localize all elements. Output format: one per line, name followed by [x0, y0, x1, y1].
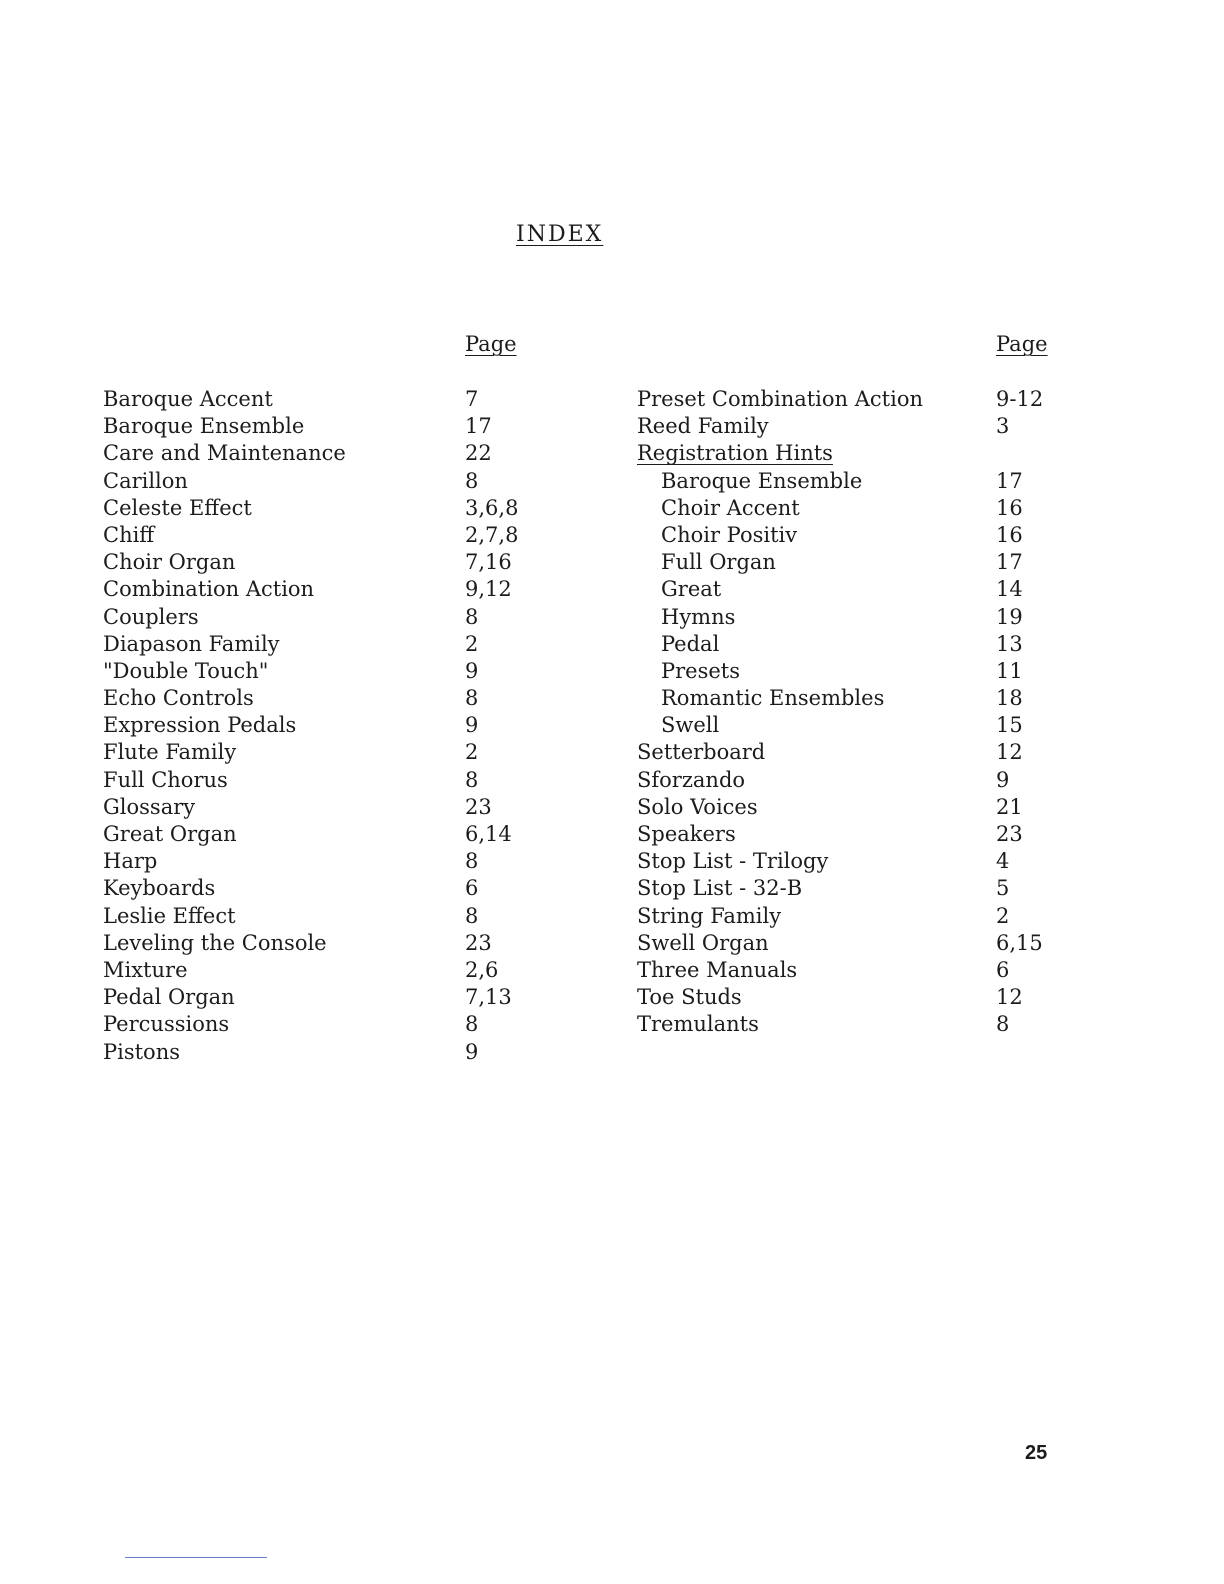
entry-name: Swell [661, 713, 720, 738]
index-entry [103, 930, 543, 957]
index-entry [103, 712, 543, 739]
entry-name: Glossary [103, 794, 196, 819]
index-entry [637, 440, 1057, 467]
entry-name: Chiff [103, 522, 155, 547]
entry-name: String Family [637, 903, 782, 928]
entry-page: 9 [465, 1039, 479, 1064]
entry-page: 21 [996, 794, 1023, 819]
index-entry [103, 549, 543, 576]
entry-page: 8 [465, 849, 479, 874]
entry-page: 19 [996, 604, 1023, 629]
entry-name: Choir Positiv [661, 522, 798, 547]
entry-name: Speakers [637, 822, 736, 846]
entry-page: 2 [996, 903, 1010, 928]
entry-page: 16 [996, 495, 1023, 520]
entry-page: 4 [996, 849, 1010, 874]
entry-name: Leveling the Console [103, 930, 327, 955]
index-title: INDEX [516, 222, 604, 247]
entry-name: Diapason Family [103, 631, 280, 656]
entry-name: "Double Touch" [103, 658, 269, 683]
index-subentry [637, 712, 1057, 739]
entry-name: Choir Organ [103, 550, 236, 575]
index-entry [103, 440, 543, 467]
entry-page: 8 [465, 1012, 479, 1037]
entry-name: Baroque Ensemble [103, 414, 305, 439]
page-number: 25 [1025, 1442, 1048, 1464]
entry-name: Full Chorus [103, 767, 228, 792]
entry-page: 7 [465, 387, 479, 411]
entry-page: 8 [465, 903, 479, 928]
entry-name: Choir Accent [661, 495, 800, 520]
entry-name: Couplers [103, 604, 199, 629]
entry-page: 7,16 [465, 550, 512, 575]
entry-name: Percussions [103, 1012, 230, 1037]
index-entry [103, 658, 543, 685]
index-entry [637, 794, 1057, 821]
entry-page [996, 440, 1057, 467]
registration-hints-heading: Registration Hints [637, 441, 833, 466]
entry-page: 18 [996, 686, 1023, 711]
entry-page: 3,6,8 [465, 495, 519, 520]
index-entry [103, 576, 543, 603]
index-entry [637, 1011, 1057, 1038]
index-entry [103, 495, 543, 522]
index-entry [103, 604, 543, 631]
index-entry [103, 957, 543, 984]
entry-page: 13 [996, 631, 1023, 656]
index-entry [103, 875, 543, 902]
entry-page: 9,12 [465, 577, 512, 602]
index-subentry [637, 549, 1057, 576]
entry-page: 9 [465, 658, 479, 683]
index-entry [103, 468, 543, 495]
entry-page: 14 [996, 577, 1023, 602]
entry-page: 23 [465, 794, 492, 819]
page-column-heading-right: Page [996, 332, 1048, 356]
index-entry [103, 821, 543, 848]
entry-name: Sforzando [637, 767, 746, 792]
entry-name: Reed Family [637, 414, 769, 439]
entry-name: Carillon [103, 468, 188, 493]
entry-page: 9-12 [996, 387, 1044, 411]
entry-page: 3 [996, 414, 1010, 439]
entry-name: Swell Organ [637, 930, 769, 955]
index-entry [637, 767, 1057, 794]
index-subentry [637, 658, 1057, 685]
entry-page: 15 [996, 713, 1023, 738]
entry-name: Baroque Accent [103, 387, 273, 411]
entry-name: Tremulants [637, 1012, 759, 1037]
entry-name: Presets [661, 658, 741, 683]
index-column-left [103, 386, 543, 1066]
entry-name: Preset Combination Action [637, 387, 923, 411]
index-entry [637, 984, 1057, 1011]
entry-page: 2,7,8 [465, 522, 519, 547]
entry-name: Harp [103, 849, 158, 874]
entry-page: 5 [996, 876, 1010, 901]
entry-page: 11 [996, 658, 1023, 683]
index-entry [637, 903, 1057, 930]
entry-name: Setterboard [637, 740, 766, 765]
index-entry [103, 903, 543, 930]
index-entry [103, 522, 543, 549]
index-subentry [637, 522, 1057, 549]
index-entry [103, 767, 543, 794]
index-entry [637, 386, 1057, 413]
entry-name: Pedal [661, 631, 720, 656]
page-column-heading-left: Page [465, 332, 517, 356]
entry-name: Expression Pedals [103, 713, 297, 738]
entry-page: 8 [996, 1012, 1010, 1037]
index-entry [637, 739, 1057, 766]
entry-page: 23 [996, 822, 1023, 846]
index-entry [103, 386, 543, 413]
entry-name: Great [661, 577, 722, 602]
entry-page: 2,6 [465, 957, 499, 982]
entry-name: Full Organ [661, 550, 776, 575]
entry-page: 6,14 [465, 822, 512, 846]
index-entry [103, 685, 543, 712]
index-entry [103, 1011, 543, 1038]
entry-page: 7,13 [465, 985, 512, 1010]
entry-name: Stop List - Trilogy [637, 849, 829, 874]
index-entry [103, 794, 543, 821]
index-subentry [637, 631, 1057, 658]
entry-page: 23 [465, 930, 492, 955]
entry-page: 6 [996, 957, 1010, 982]
entry-name: Mixture [103, 957, 188, 982]
entry-page: 2 [465, 740, 479, 765]
index-entry [103, 848, 543, 875]
entry-name: Leslie Effect [103, 903, 236, 928]
entry-page: 17 [996, 550, 1023, 575]
entry-name: Echo Controls [103, 686, 254, 711]
index-entry [637, 875, 1057, 902]
index-entry [637, 930, 1057, 957]
entry-page: 17 [996, 468, 1023, 493]
entry-page: 6,15 [996, 930, 1043, 955]
entry-page: 17 [465, 414, 492, 439]
index-subentry [637, 685, 1057, 712]
index-entry [103, 631, 543, 658]
index-entry [103, 1039, 543, 1066]
index-subentry [637, 495, 1057, 522]
index-entry [637, 821, 1057, 848]
entry-name: Baroque Ensemble [661, 468, 863, 493]
index-column-right [637, 386, 1057, 1039]
entry-page: 8 [465, 604, 479, 629]
entry-page: 8 [465, 686, 479, 711]
entry-name: Solo Voices [637, 794, 758, 819]
index-subentry [637, 468, 1057, 495]
entry-page: 8 [465, 468, 479, 493]
entry-name: Romantic Ensembles [661, 686, 885, 711]
entry-page: 9 [996, 767, 1010, 792]
entry-page: 12 [996, 985, 1023, 1010]
index-entry [103, 413, 543, 440]
entry-name: Pedal Organ [103, 985, 235, 1010]
index-entry [637, 957, 1057, 984]
entry-name: Keyboards [103, 876, 216, 901]
entry-name: Combination Action [103, 577, 315, 602]
entry-name: Stop List - 32-B [637, 876, 803, 901]
index-entry [103, 984, 543, 1011]
entry-name: Celeste Effect [103, 495, 252, 520]
entry-page: 8 [465, 767, 479, 792]
entry-name: Care and Maintenance [103, 441, 346, 466]
entry-name: Toe Studs [637, 985, 742, 1010]
entry-page: 9 [465, 713, 479, 738]
index-entry [103, 739, 543, 766]
index-subentry [637, 576, 1057, 603]
entry-page: 12 [996, 740, 1023, 765]
entry-name: Flute Family [103, 740, 237, 765]
entry-name: Pistons [103, 1039, 181, 1064]
entry-page: 2 [465, 631, 479, 656]
entry-name: Hymns [661, 604, 736, 629]
entry-name: Great Organ [103, 822, 237, 846]
index-entry [637, 848, 1057, 875]
entry-page: 16 [996, 522, 1023, 547]
entry-page: 22 [465, 441, 492, 466]
index-subentry [637, 604, 1057, 631]
bottom-divider [125, 1557, 267, 1558]
entry-page: 6 [465, 876, 479, 901]
index-entry [637, 413, 1057, 440]
entry-name: Three Manuals [637, 957, 798, 982]
